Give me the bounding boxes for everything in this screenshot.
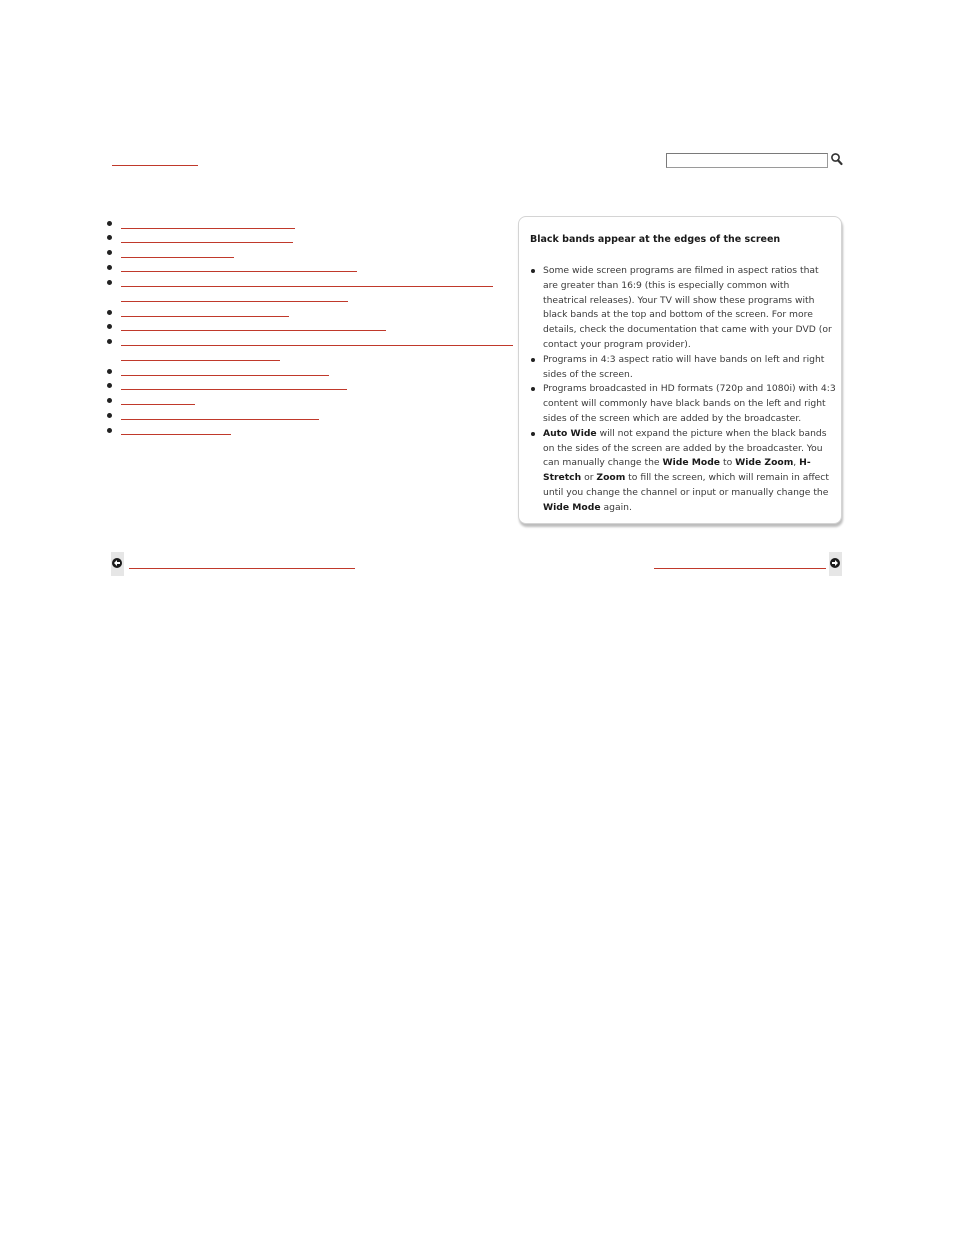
nav-link[interactable] — [121, 286, 493, 287]
bullet — [107, 324, 112, 329]
bullet-text: will not expand the picture when the black bands on the sides of the screen are added by the broadcaster. You can manually change the — [543, 427, 827, 469]
bullet-text: to fill the screen, which will remain in affect until you change the channel or input or manually change the — [543, 472, 829, 498]
bullet — [107, 235, 112, 240]
arrow-right-circle-icon — [830, 558, 840, 568]
nav-link[interactable] — [121, 228, 295, 229]
troubleshooting-panel — [518, 216, 842, 524]
panel-bullet — [530, 353, 836, 383]
search-input[interactable] — [666, 153, 828, 168]
nav-link[interactable] — [121, 271, 357, 272]
panel-title: Black bands appear at the edges of the screen — [530, 234, 781, 245]
bullet — [107, 265, 112, 270]
previous-page-button[interactable] — [111, 552, 124, 576]
nav-link[interactable] — [121, 330, 386, 331]
nav-link[interactable] — [121, 345, 513, 346]
search-icon — [830, 152, 844, 167]
bullet-text: Some wide screen programs are filmed in aspect ratios that are greater than 16:9 (this is especially common with theatrical releases). Your TV will show these programs with black bands at the top and bottom of the screen. For more details, check the documentation that came with your DVD (or contact your program provider). — [543, 265, 832, 350]
bullet — [107, 369, 112, 374]
panel-bullet — [530, 382, 836, 426]
bullet — [107, 339, 112, 344]
panel-bullet — [530, 427, 836, 516]
bold-term: Auto Wide — [543, 427, 597, 439]
nav-link[interactable] — [121, 242, 293, 243]
nav-link-continuation[interactable] — [121, 360, 280, 361]
bold-term: Zoom — [596, 472, 626, 484]
nav-link[interactable] — [121, 375, 329, 376]
bullet-text: , — [793, 457, 800, 469]
bullet — [107, 221, 112, 226]
bullet — [107, 383, 112, 388]
bold-term: Wide Mode — [662, 457, 721, 469]
nav-link[interactable] — [121, 419, 319, 420]
bold-term: Wide Mode — [543, 501, 601, 513]
next-page-link[interactable] — [654, 560, 826, 569]
nav-link[interactable] — [121, 316, 289, 317]
arrow-left-circle-icon — [112, 558, 122, 568]
bullet — [107, 280, 112, 285]
bullet-text: Programs broadcasted in HD formats (720p and 1080i) with 4:3 content will commonly have black bands on the left and right sides of the screen which are added by the broadcaster. — [543, 383, 836, 424]
bullet-text: to — [720, 457, 736, 469]
bullet-text: Programs in 4:3 aspect ratio will have bands on left and right sides of the screen. — [543, 353, 825, 380]
nav-link-continuation[interactable] — [121, 301, 348, 302]
bold-term: Wide Zoom — [735, 457, 794, 469]
bullet-text: or — [581, 472, 597, 484]
nav-link[interactable] — [121, 257, 234, 258]
previous-page-link[interactable] — [129, 560, 355, 569]
top-link[interactable] — [112, 152, 198, 166]
bullet — [107, 428, 112, 433]
bullet — [107, 310, 112, 315]
bold-term: H-Stretch — [543, 457, 811, 484]
panel-bullet — [530, 264, 836, 353]
nav-link[interactable] — [121, 389, 347, 390]
bullet — [107, 398, 112, 403]
panel-bullet-list — [530, 264, 836, 516]
search-button[interactable] — [830, 152, 844, 167]
next-page-button[interactable] — [829, 552, 842, 576]
bullet — [107, 250, 112, 255]
nav-link[interactable] — [121, 404, 195, 405]
bullet — [107, 413, 112, 418]
nav-link[interactable] — [121, 434, 231, 435]
bullet-text: again. — [600, 501, 632, 513]
